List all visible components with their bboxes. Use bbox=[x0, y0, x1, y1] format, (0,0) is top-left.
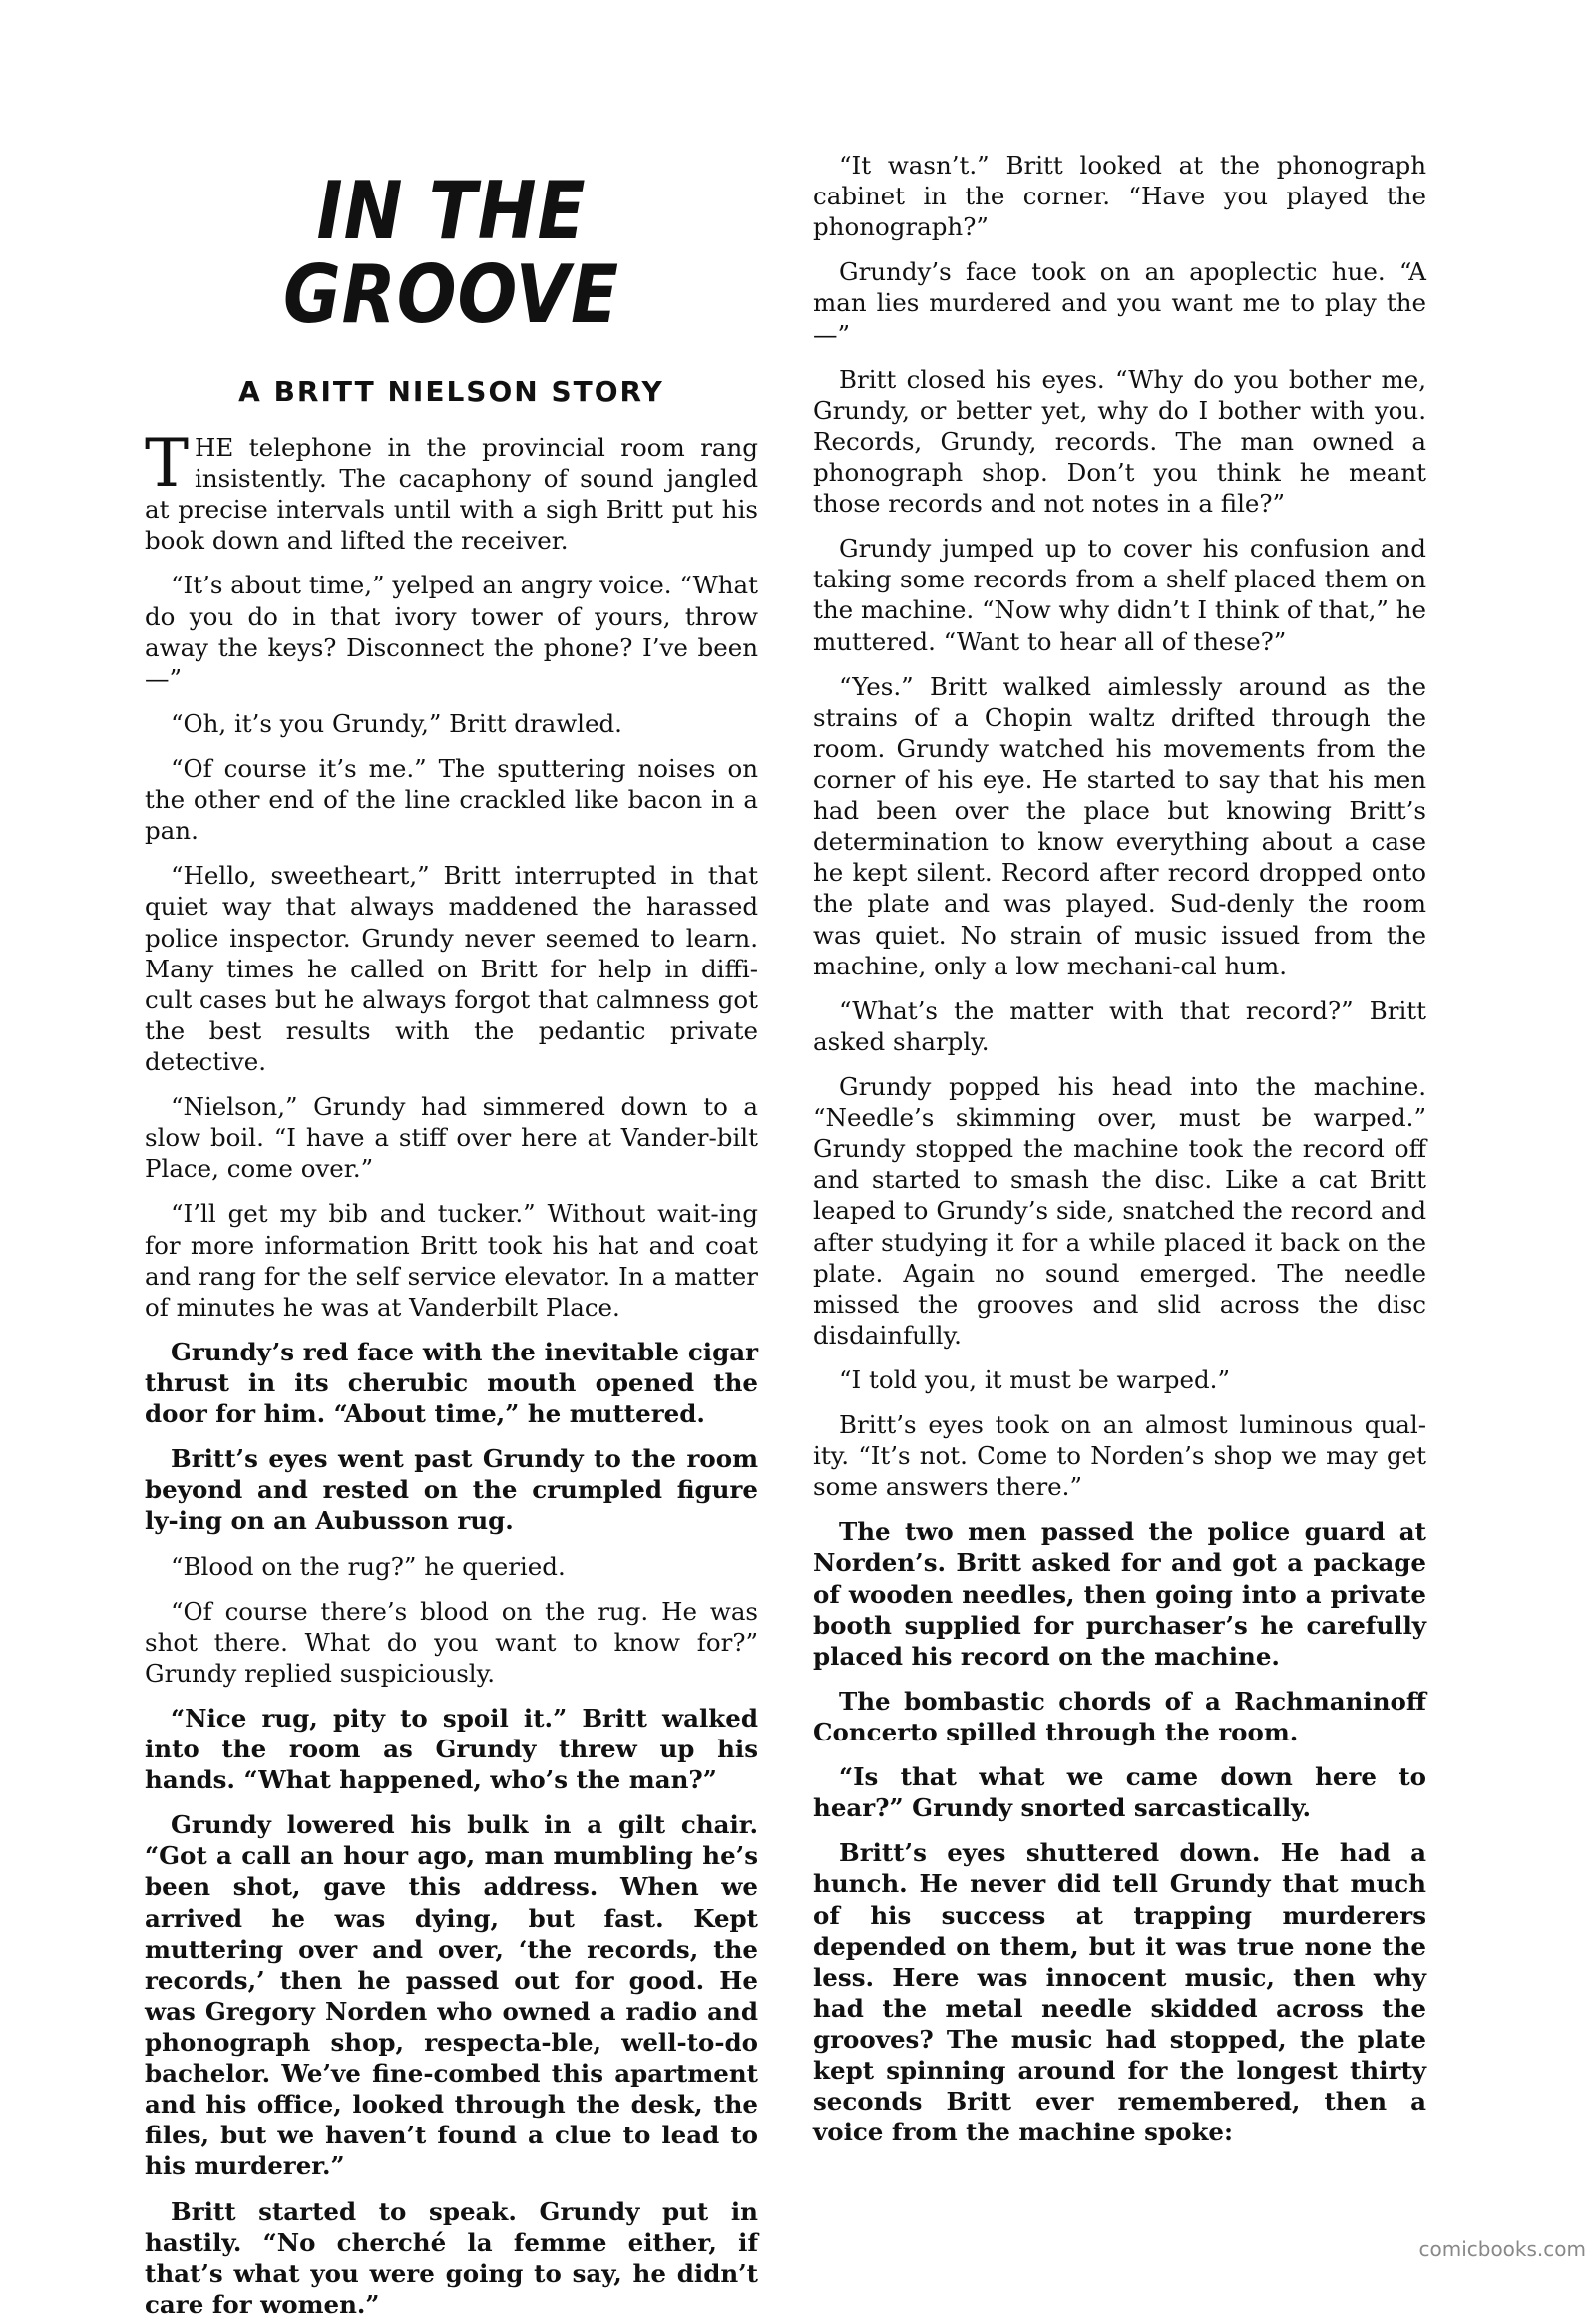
paragraph: “It wasn’t.” Britt looked at the phonograph cabinet in the corner. “Have you played the phonograph?” bbox=[813, 151, 1426, 242]
paragraph: Grundy jumped up to cover his confusion and taking some records from a shelf placed them on the machine. “Now why didn’t I think of that,” he muttered. “Want to hear all of these?” bbox=[813, 534, 1426, 656]
paragraph: Britt’s eyes went past Grundy to the room beyond and rested on the crumpled figure ly-ing on an Aubusson rug. bbox=[145, 1444, 758, 1536]
paragraph: “It’s about time,” yelped an angry voice. “What do you do in that ivory tower of yours, throw away the keys? Disconnect the phone? I’ve been—” bbox=[145, 571, 758, 693]
story-title: IN THE GROOVE bbox=[282, 165, 620, 341]
paragraph: “Nice rug, pity to spoil it.” Britt walked into the room as Grundy threw up his hands. “What happened, who’s the man?” bbox=[145, 1703, 758, 1795]
paragraph: Britt closed his eyes. “Why do you bother me, Grundy, or better yet, why do I bother with you. Records, Grundy, records. The man owned a phonograph shop. Don’t you think he meant those records and not notes in a file?” bbox=[813, 364, 1426, 519]
right-column bbox=[813, 150, 1426, 2214]
drop-cap: T bbox=[145, 425, 190, 502]
story-subtitle: A BRITT NIELSON STORY bbox=[238, 375, 664, 408]
paragraph: Grundy’s red face with the inevitable cigar thrust in its cherubic mouth opened the door for him. “About time,” he muttered. bbox=[145, 1337, 758, 1429]
paragraph: “Nielson,” Grundy had simmered down to a slow boil. “I have a stiff over here at Vander-bilt Place, come over.” bbox=[145, 1092, 758, 1184]
paragraph: The bombastic chords of a Rachmaninoff Concerto spilled through the room. bbox=[813, 1686, 1426, 1747]
paragraph: “Is that what we came down here to hear?” Grundy snorted sarcastically. bbox=[813, 1762, 1426, 1823]
paragraph: “What’s the matter with that record?” Britt asked sharply. bbox=[813, 995, 1426, 1056]
paragraph: Britt started to speak. Grundy put in hastily. “No cherché la femme either, if that’s what you were going to say, he didn’t care for women.” bbox=[145, 2196, 758, 2319]
paragraph: “Of course there’s blood on the rug. He was shot there. What do you want to know for?” Grundy replied suspiciously. bbox=[145, 1596, 758, 1688]
paragraph: “I’ll get my bib and tucker.” Without wait-ing for more information Britt took his hat and coat and rang for the self service elevator. In a matter of minutes he was at Vanderbilt Place. bbox=[145, 1199, 758, 1322]
paragraph: “Of course it’s me.” The sputtering noises on the other end of the line crackled like bacon in a pan. bbox=[145, 753, 758, 846]
paragraph: The two men passed the police guard at Norden’s. Britt asked for and got a package of wooden needles, then going into a private booth supplied for purchaser’s he carefully placed his record on the machine. bbox=[813, 1517, 1426, 1671]
site-watermark: comicbooks.com bbox=[1418, 2237, 1586, 2261]
paragraph: “Hello, sweetheart,” Britt interrupted in that quiet way that always maddened the harassed police inspector. Grundy never seemed to learn. Many times he called on Britt for help in diffi-cult cases but he always forgot that calmness got the best results with the pedantic private detective. bbox=[145, 861, 758, 1076]
left-column bbox=[145, 150, 758, 2319]
paragraph: THE telephone in the provincial room rang insistently. The cacaphony of sound jangled at precise intervals until with a sigh Britt put his book down and lifted the receiver. bbox=[145, 425, 758, 556]
paragraph: “I told you, it must be warped.” bbox=[839, 1364, 1230, 1394]
paragraph: “Blood on the rug?” he queried. bbox=[171, 1551, 566, 1581]
paragraph: Britt’s eyes shuttered down. He had a hunch. He never did tell Grundy that much of his success at trapping murderers depended on them, but it was true none the less. Here was innocent music, then why had the metal needle skidded across the grooves? The music had stopped, the plate kept spinning around for the longest thirty seconds Britt ever remembered, then a voice from the machine spoke: bbox=[813, 1838, 1426, 2147]
paragraph: Grundy lowered his bulk in a gilt chair. “Got a call an hour ago, man mumbling he’s been shot, gave this address. When we arrived he was dying, but fast. Kept muttering over and over, ‘the records, the records,’ then he passed out for good. He was Gregory Norden who owned a radio and phonograph shop, respecta-ble, well-to-do bachelor. We’ve fine-combed this apartment and his office, looked through the desk, the files, but we haven’t found a clue to lead to his murderer.” bbox=[145, 1810, 758, 2181]
paragraph: Grundy’s face took on an apoplectic hue. “A man lies murdered and you want me to play the—” bbox=[813, 257, 1426, 349]
paragraph: Britt’s eyes took on an almost luminous qual-ity. “It’s not. Come to Norden’s shop we may get some answers there.” bbox=[813, 1410, 1426, 1502]
paragraph: “Oh, it’s you Grundy,” Britt drawled. bbox=[171, 708, 622, 738]
paragraph: “Yes.” Britt walked aimlessly around as the strains of a Chopin waltz drifted through the room. Grundy watched his movements from the corner of his eye. He started to say that his men had been over the place but knowing Britt’s determination to know everything about a case he kept silent. Record after record dropped onto the plate and was played. Sud-denly the room was quiet. No strain of music issued from the machine, only a low mechani-cal hum. bbox=[813, 671, 1426, 980]
paragraph: Grundy popped his head into the machine. “Needle’s skimming over, must be warped.” Grundy stopped the machine took the record off and started to smash the disc. Like a cat Britt leaped to Grundy’s side, snatched the record and after studying it for a while placed it back on the plate. Again no sound emerged. The needle missed the grooves and slid across the disc disdainfully. bbox=[813, 1071, 1426, 1350]
